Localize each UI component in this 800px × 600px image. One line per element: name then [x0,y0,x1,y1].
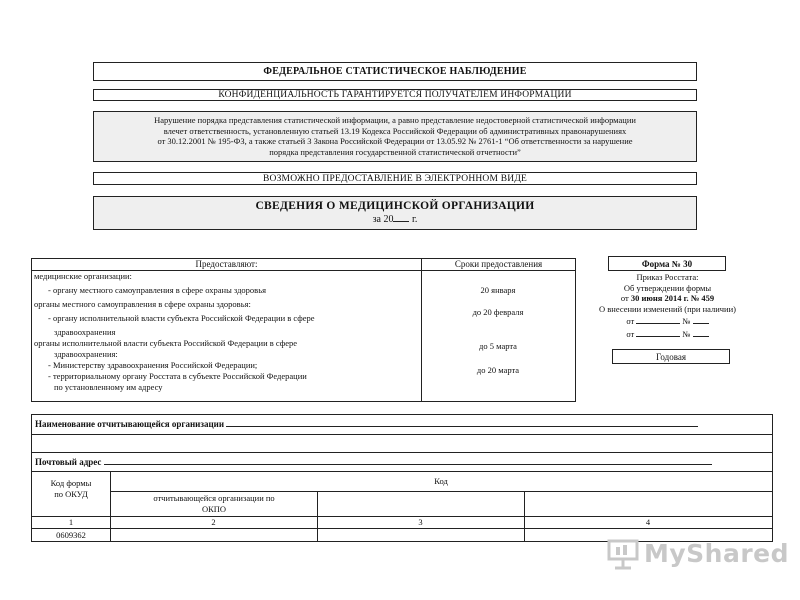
organization-table [31,414,773,542]
form-number: Форма № 30 [608,256,726,271]
okpo-header: отчитывающейся организации по ОКПО [153,493,275,514]
num-label: № [682,328,691,339]
address-label: Почтовый адрес [35,457,102,467]
org-name-label: Наименование отчитывающейся организации [35,419,225,429]
deadlines-header: Сроки предоставления [421,259,575,271]
submitters-list [34,271,419,393]
deadline-cell: 20 января [480,285,516,295]
order-label: Приказ Росстата: [636,272,699,282]
legal-warning-box [93,111,697,162]
submitter-line: - Министерству здравоохранения Российской Федерации; [48,360,258,370]
report-year [94,213,696,225]
change-line-1 [585,315,750,327]
confidentiality-notice: КОНФИДЕНЦИАЛЬНОСТЬ ГАРАНТИРУЕТСЯ ПОЛУЧАТЕЛЕМ ИНФОРМАЦИИ [93,89,697,101]
from-label: от [626,316,635,326]
submitter-line: здравоохранения: [54,349,118,359]
presentation-board-icon [606,538,640,570]
approval-label: Об утверждении формы [623,282,712,293]
submitter-line: - органу исполнительной власти субъекта Российской Федерации в сфере [48,313,315,323]
submitters-header: Предоставляют: [32,259,421,271]
code-header: Код [434,476,448,486]
warning-line: порядка представления государственной статистической отчетности” [269,146,521,157]
report-title: СВЕДЕНИЯ О МЕДИЦИНСКОЙ ОРГАНИЗАЦИИ [255,200,535,212]
federal-observation-header: ФЕДЕРАЛЬНОЕ СТАТИСТИЧЕСКОЕ НАБЛЮДЕНИЕ [93,62,697,81]
change-line-2 [585,328,750,340]
changes-label: О внесении изменений (при наличии) [599,303,736,314]
org-name-row [35,418,755,430]
submission-table [31,258,576,402]
submitter-line: - органу местного самоуправления в сфере охраны здоровья [48,285,266,295]
warning-line: от 30.12.2001 № 195-ФЗ, а также статьей 3 Закона Российской Федерации от 13.05.92 № 2761-1 “Об ответственности за нарушение [157,136,633,146]
col-number: 2 [211,517,216,527]
approval-line [585,293,750,304]
report-frequency: Годовая [612,349,730,364]
deadline-cell: до 20 февраля [472,307,524,317]
num-label: № [682,316,691,326]
col-number: 1 [68,517,74,527]
form-approval-info [585,272,750,339]
warning-line: влечет ответственность, установленную статьей 13.19 Кодекса Российской Федерации об административных правонарушениях [163,125,627,136]
okud-header: Код формы по ОКУД [50,478,92,499]
warning-line: Нарушение порядка представления статистической информации, а равно представление недостоверной статистической информации [154,115,636,125]
submitter-line: органы местного самоуправления в сфере охраны здоровья: [34,299,251,309]
watermark-text: MyShared [644,539,790,568]
from-label: от [626,328,635,339]
report-year-suffix: г. [411,214,418,225]
col-number: 4 [645,517,651,527]
deadline-cell: до 20 марта [476,365,520,375]
deadline-cell: до 5 марта [479,341,517,351]
myshared-watermark [606,536,790,576]
submitter-line: - территориальному органу Росстата в субъекте Российской Федерации [48,371,307,381]
report-title-box [93,196,697,230]
approval-from: от [620,293,629,303]
address-row [35,456,755,468]
submitter-line: здравоохранения [54,327,116,337]
okud-value: 0609362 [56,530,86,540]
report-year-prefix: за 20 [372,214,394,225]
submitter-line: медицинские организации: [34,271,132,281]
approval-date: 30 июня 2014 г. № 459 [630,293,715,303]
submitter-line: по установленному им адресу [54,382,163,392]
col-number: 3 [418,517,423,527]
electronic-submission-notice: ВОЗМОЖНО ПРЕДОСТАВЛЕНИЕ В ЭЛЕКТРОННОМ ВИДЕ [93,172,697,185]
submitter-line: органы исполнительной власти субъекта Российской Федерации в сфере [34,338,298,348]
